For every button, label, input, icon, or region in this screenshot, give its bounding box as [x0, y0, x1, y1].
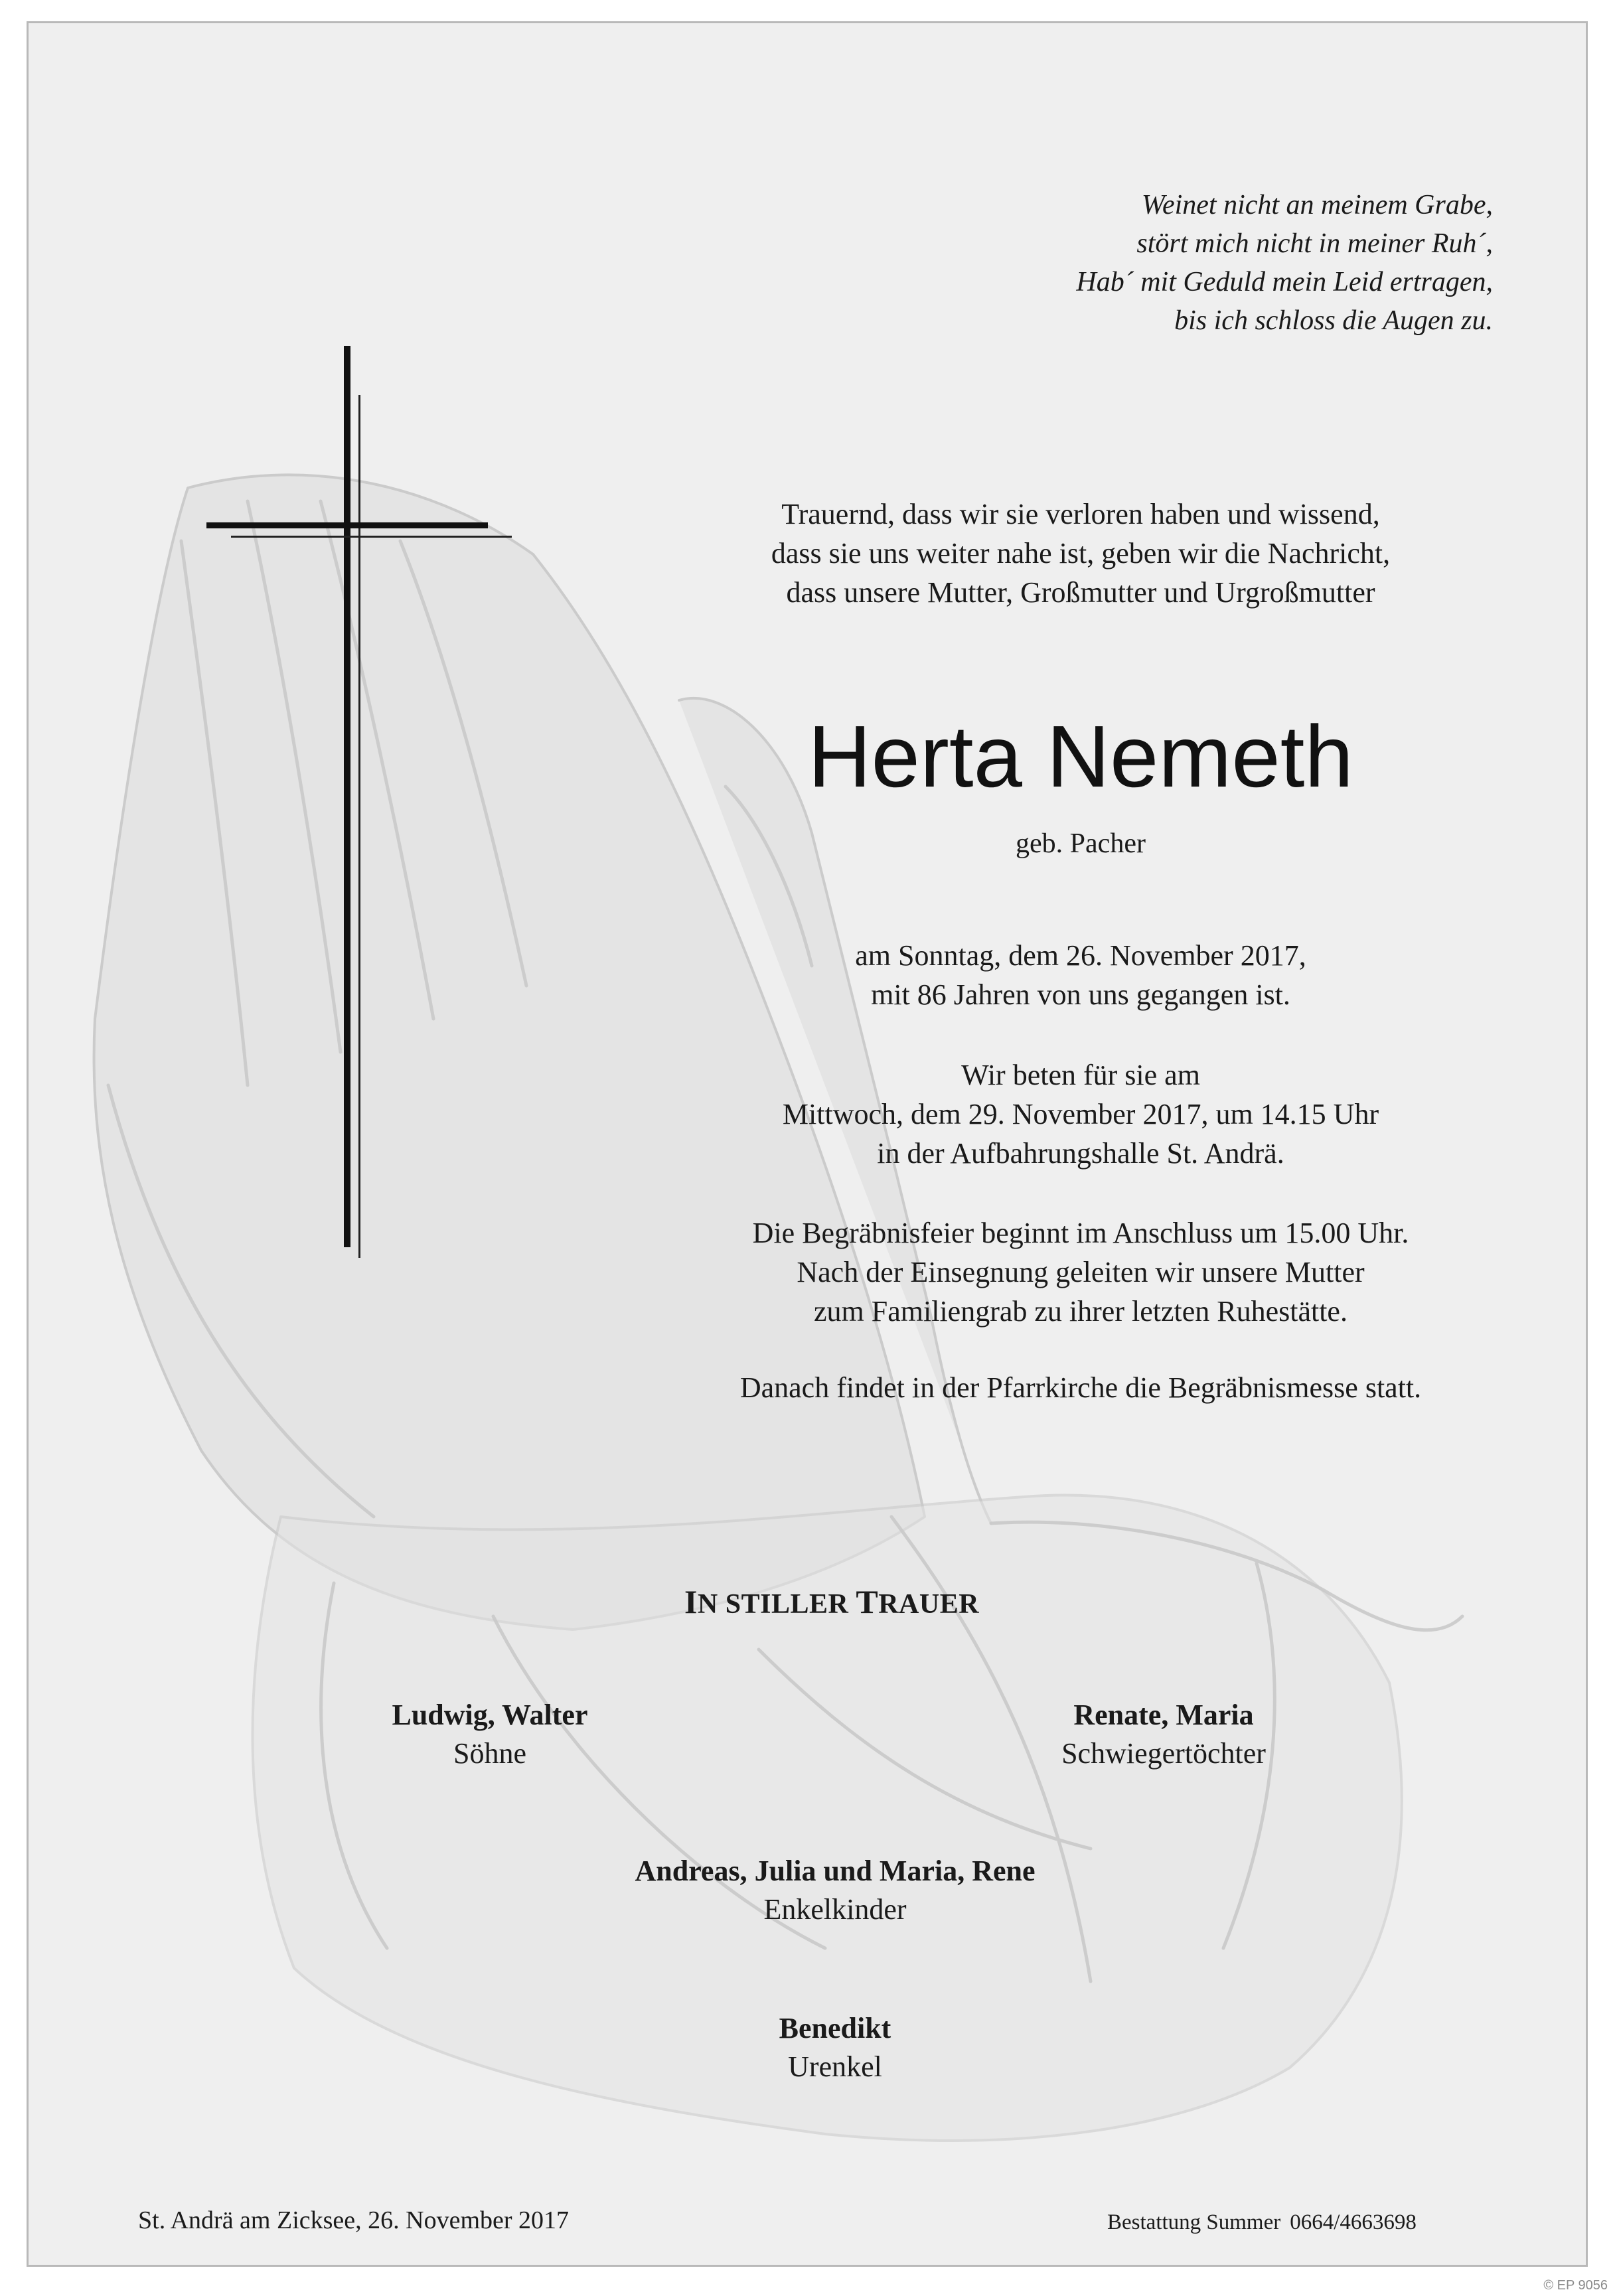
- mourner-relation: Urenkel: [788, 2050, 882, 2083]
- funeral-notice: [692, 1213, 1469, 1331]
- prayer-line: Mittwoch, dem 29. November 2017, um 14.15 Uhr: [782, 1098, 1379, 1130]
- poem-line: Weinet nicht an meinem Grabe,: [1141, 190, 1493, 220]
- funeral-line: Nach der Einsegnung geleiten wir unsere Mutter: [797, 1256, 1365, 1288]
- place-date: St. Andrä am Zicksee, 26. November 2017: [138, 2206, 570, 2234]
- intro-text: [692, 495, 1469, 612]
- undertaker-name: Bestattung Summer: [1107, 2210, 1281, 2234]
- intro-line: Trauernd, dass wir sie verloren haben und wissend,: [781, 498, 1380, 530]
- mourner-relation: Schwiegertöchter: [1061, 1737, 1266, 1770]
- funeral-line: Die Begräbnisfeier beginnt im Anschluss um 15.00 Uhr.: [752, 1217, 1409, 1249]
- prayer-line: Wir beten für sie am: [961, 1059, 1200, 1091]
- birth-name: geb. Pacher: [1016, 828, 1146, 859]
- undertaker-phone: 0664/4663698: [1290, 2210, 1417, 2234]
- heading-initial: I: [684, 1583, 698, 1620]
- death-line: am Sonntag, dem 26. November 2017,: [855, 939, 1306, 972]
- mourner-relation: Söhne: [453, 1737, 526, 1770]
- prayer-notice: [692, 1055, 1469, 1173]
- prayer-line: in der Aufbahrungshalle St. Andrä.: [877, 1137, 1284, 1170]
- funeral-line: zum Familiengrab zu ihrer letzten Ruhestätte.: [814, 1295, 1348, 1328]
- mourner-group-great-grandchildren: [603, 2009, 1067, 2086]
- poem-line: Hab´ mit Geduld mein Leid ertragen,: [1076, 267, 1493, 297]
- deceased-name: Herta Nemeth: [808, 708, 1353, 805]
- poem-line: stört mich nicht in meiner Ruh´,: [1136, 228, 1493, 259]
- death-notice: [692, 936, 1469, 1014]
- mourning-heading: [533, 1583, 1130, 1623]
- mourner-group-sons: [258, 1696, 722, 1773]
- mass-notice: Danach findet in der Pfarrkirche die Begräbnismesse statt.: [739, 1371, 1422, 1404]
- mourner-group-daughters-in-law: [931, 1696, 1396, 1773]
- mourner-names: Renate, Maria: [1073, 1699, 1254, 1731]
- poem: [895, 186, 1493, 340]
- mourner-relation: Enkelkinder: [763, 1893, 907, 1926]
- heading-text: RAUER: [878, 1589, 980, 1620]
- heading-initial: T: [856, 1583, 879, 1620]
- mourner-group-grandchildren: [603, 1852, 1067, 1929]
- poem-line: bis ich schloss die Augen zu.: [1174, 305, 1493, 336]
- intro-line: dass sie uns weiter nahe ist, geben wir die Nachricht,: [771, 537, 1391, 570]
- heading-text: N STILLER: [697, 1589, 856, 1620]
- mourner-names: Andreas, Julia und Maria, Rene: [635, 1855, 1036, 1887]
- intro-line: dass unsere Mutter, Großmutter und Urgroßmutter: [786, 576, 1375, 609]
- death-line: mit 86 Jahren von uns gegangen ist.: [871, 978, 1290, 1011]
- undertaker-info: [1107, 2207, 1426, 2238]
- obituary-sheet: [27, 21, 1588, 2267]
- template-code: © EP 9056: [1543, 2278, 1608, 2293]
- mourner-names: Benedikt: [779, 2012, 891, 2044]
- mourner-names: Ludwig, Walter: [392, 1699, 588, 1731]
